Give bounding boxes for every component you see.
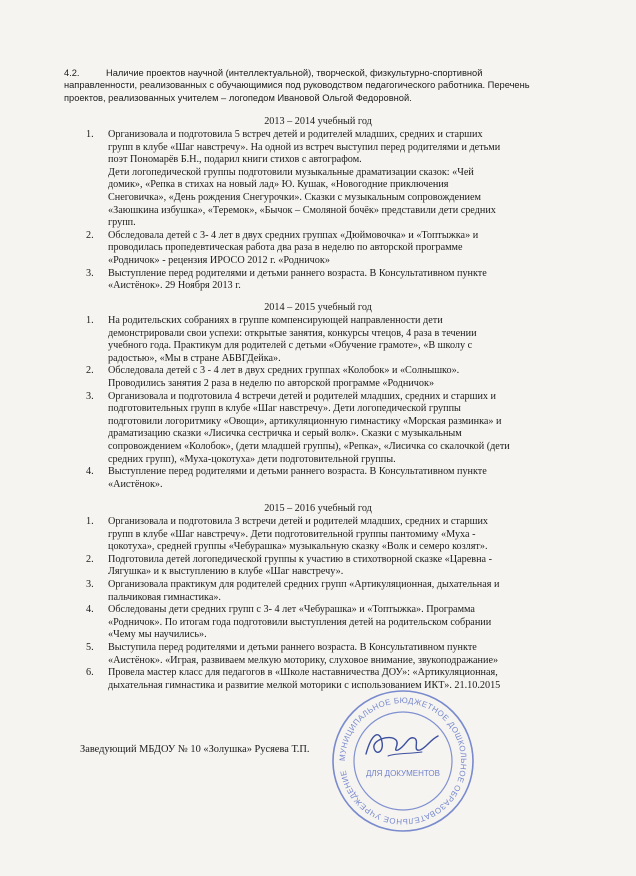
list-item-line: Обследованы дети средних групп с 3- 4 лет «Чебурашка» и «Топтыжка». Программа xyxy=(108,604,475,616)
intro-paragraph xyxy=(64,67,574,104)
list-2015 xyxy=(86,516,556,692)
list-item-line: радостью», «Мы в стране АБВГДейка». xyxy=(108,352,281,364)
list-item xyxy=(86,365,556,390)
list-item xyxy=(86,315,556,365)
intro-line-2: направленности, реализованных с обучающимися под руководством педагогического работника. Перечень xyxy=(64,80,530,91)
list-item-number: 1. xyxy=(86,129,94,140)
list-item-number: 2. xyxy=(86,365,94,377)
list-item-line: Обследовала детей с 3 - 4 лет в двух средних группах «Колобок» и «Солнышко». xyxy=(108,365,460,377)
list-item-number: 3. xyxy=(86,390,94,402)
list-item xyxy=(86,667,556,692)
list-item-line: средних групп), «Муха-цокотуха» дети подготовительной группы. xyxy=(108,453,396,465)
list-item-line: домик», «Репка в стихах на новый лад» Ю. Кушак, «Новогодние приключения xyxy=(108,179,449,191)
list-item xyxy=(86,554,556,579)
list-item-line: Лягушка» и к выступлению в клубе «Шаг навстречу». xyxy=(108,566,344,578)
list-item-line: На родительских собраниях в группе компенсирующей направленности дети xyxy=(108,315,443,326)
list-item-line: Подготовила детей логопедической группы к участию в стихотворной сказке «Царевна - xyxy=(108,553,492,565)
list-item-line: дыхательная гимнастика и развитие мелкой моторики с использованием ИКТ». 21.10.2015 xyxy=(108,679,501,691)
list-item-line: Организовала и подготовила 3 встречи детей и родителей младших, средних и старших xyxy=(108,516,489,527)
list-item xyxy=(86,516,556,554)
list-item xyxy=(86,642,556,667)
list-item xyxy=(86,466,556,491)
list-item-line: «Родничок». По итогам года подготовили выступления детей на родительском собрании xyxy=(108,616,492,628)
list-item xyxy=(86,268,556,293)
list-item-line: групп в клубе «Шаг навстречу». Дети подготовительной группы пантомиму «Муха - xyxy=(108,528,476,540)
list-item xyxy=(86,129,556,230)
list-item xyxy=(86,604,556,642)
list-item-line: Выступление перед родителями и детьми раннего возраста. В Консультативном пункте xyxy=(108,267,487,279)
list-item xyxy=(86,391,556,467)
year-heading-2014: 2014 – 2015 учебный год xyxy=(264,302,372,313)
list-item-line: демонстрировали свои успехи: открытые занятия, конкурсы чтецов, 4 раза в течении xyxy=(108,327,477,339)
year-heading-2015: 2015 – 2016 учебный год xyxy=(264,503,372,514)
list-item-number: 1. xyxy=(86,516,94,527)
list-item-line: групп в клубе «Шаг навстречу». На одной из встреч выступил перед родителями и детьми xyxy=(108,141,501,153)
list-item-number: 3. xyxy=(86,578,94,590)
list-item-line: Дети логопедической группы подготовили музыкальные драматизации сказок: «Чей xyxy=(108,166,474,178)
list-item-line: Провела мастер класс для педагогов в «Школе наставничества ДОУ»: «Артикуляционная, xyxy=(108,667,498,679)
list-item-number: 4. xyxy=(86,604,94,616)
list-item-line: Выступила перед родителями и детьми раннего возраста. В Консультативном пункте xyxy=(108,641,477,653)
list-item-line: проводилась пропедевтическая работа два раза в неделю по авторской программе xyxy=(108,242,463,254)
list-item-number: 2. xyxy=(86,553,94,565)
list-item-line: Организовала практикум для родителей средних групп «Артикуляционная, дыхательная и xyxy=(108,578,500,590)
intro-number: 4.2. xyxy=(64,68,80,78)
list-item-line: «Заюшкина избушка», «Теремок», «Бычок – Смоляной бочёк» представили дети средних xyxy=(108,204,496,216)
list-item-line: цокотуха», средней группы «Чебурашка» музыкальную сказку «Волк и семеро козлят». xyxy=(108,541,488,553)
intro-line-1: Наличие проектов научной (интеллектуальной), творческой, физкультурно-спортивной xyxy=(106,68,483,78)
handwritten-signature xyxy=(362,726,442,762)
list-2013 xyxy=(86,129,556,293)
list-item-number: 4. xyxy=(86,466,94,478)
list-item-line: «Аистёнок». «Играя, развиваем мелкую моторику, слуховое внимание, звукоподражание» xyxy=(108,654,499,666)
list-item-line: подготовительных групп в клубе «Шаг навстречу». Дети логопедической группы xyxy=(108,403,461,415)
list-item-number: 2. xyxy=(86,229,94,241)
list-item-line: «Аистёнок». 29 Ноября 2013 г. xyxy=(108,280,241,292)
list-item-number: 5. xyxy=(86,641,94,653)
list-item-line: Организовала и подготовила 4 встречи детей и родителей младших, средних и старших и xyxy=(108,390,497,402)
list-item-line: Организовала и подготовила 5 встреч детей и родителей младших, средних и старших xyxy=(108,129,483,140)
list-item-number: 1. xyxy=(86,315,94,326)
list-item-number: 6. xyxy=(86,667,94,679)
list-item-line: «Аистёнок». xyxy=(108,478,163,490)
list-2014 xyxy=(86,315,556,491)
list-item-line: подготовили логоритмику «Овощи», артикуляционную гимнастику «Морская разминка» и xyxy=(108,415,502,427)
stamp-center-text: ДЛЯ ДОКУМЕНТОВ xyxy=(365,769,441,778)
list-item xyxy=(86,230,556,268)
stamp-ring-text: МУНИЦИПАЛЬНОЕ БЮДЖЕТНОЕ ДОШКОЛЬНОЕ ОБРАЗОВАТЕЛЬНОЕ УЧРЕЖДЕНИЕ xyxy=(337,695,469,827)
list-item-line: поэт Пономарёв Б.Н., подарил книги стихов с автографом. xyxy=(108,154,362,166)
list-item-line: «Чему мы научились». xyxy=(108,629,207,641)
list-item-line: Обследовала детей с 3- 4 лет в двух средних группах «Дюймовочка» и «Топтыжка» и xyxy=(108,229,479,241)
intro-line-3: проектов, реализованных учителем – логопедом Ивановой Ольгой Федоровной. xyxy=(64,92,412,103)
list-item-number: 3. xyxy=(86,267,94,279)
list-item-line: Снеговичка», «День рождения Снегурочки». Сказки с музыкальным сопровождением xyxy=(108,191,481,203)
list-item-line: Выступление перед родителями и детьми раннего возраста. В Консультативном пункте xyxy=(108,466,487,478)
list-item xyxy=(86,579,556,604)
list-item-line: пальчиковая гимнастика». xyxy=(108,591,221,603)
footer-signature-line: Заведующий МБДОУ № 10 «Золушка» Русяева Т.П. xyxy=(80,744,310,755)
list-item-line: «Родничок» - рецензия ИРОСО 2012 г. «Родничок» xyxy=(108,254,330,266)
list-item-line: Проводились занятия 2 раза в неделю по авторской программе «Родничок» xyxy=(108,377,435,389)
list-item-line: драматизацию сказки «Лисичка сестричка и серый волк». Сказки с музыкальным xyxy=(108,428,462,440)
year-heading-2013: 2013 – 2014 учебный год xyxy=(264,116,372,127)
list-item-line: сопровождением «Колобок», (дети младшей группы), «Репка», «Лисичка со скалочкой (дети xyxy=(108,440,510,452)
list-item-line: учебного года. Практикум для родителей с детьми «Обучение грамоте», «В школу с xyxy=(108,340,473,352)
list-item-line: групп. xyxy=(108,217,136,229)
